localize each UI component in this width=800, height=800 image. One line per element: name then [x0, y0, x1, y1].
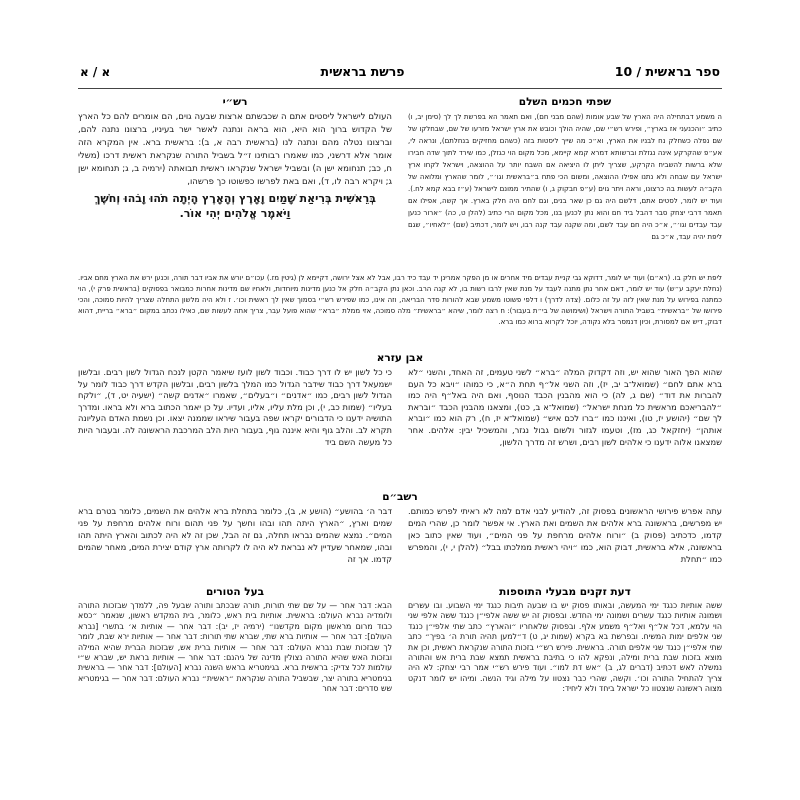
page-header-parsha: פרשת בראשית [320, 64, 405, 79]
rashi-bold-verse: בְּרֵאשִׁית בְּרִיאַת שָׁמַיִם וָאָרֶץ וְהָאָרֶץ הָיְתָה תֹהוּ וָבֹהוּ וְחֹשֶׁךְ וַיֹּאמֶר אֱלֹהִים יְהִי אוֹר. [94, 192, 376, 220]
rashbam-columns [78, 506, 722, 579]
ibn-ezra-columns [78, 367, 722, 486]
daat-zekenim-title: דעת זקנים מבעלי התוספות [499, 586, 631, 598]
baal-haturim-text: הבא: דבר אחר — על שם שתי תורות, תורה שבכתב ותורה שבעל פה, ללמדך שבזכות התורה ולומדיה נברא העולם: בראשית. אותיות בית ראש, כלומר, בית המקדש ראשון, שנאמר ״כסא כבוד מרום מראשון מקום מקדשנו״ (ירמיה יז, יב): דבר אחר — אותיות א׳ בתשרי [נברא העולם]: דבר אחר — אותיות ברא שתי, שברא שתי תורות: דבר אחר — אותיות ירא שבת, לומר לך שבזכות שבת נברא העולם: דבר אחר — אותיות ברית אש, שבזכות הברית שהיא המילה ובזכות האש שהיא התורה נצולין מדינה של גיהנם: דבר אחר — אותיות בראת יש, שברא ש״י עולמות לכל צדיק: בראשית ברא. בגימטריא בראש השנה נברא [העולם]: דבר אחר — בראשית בגימטריא בתורה יצר, שבשביל התורה שנקראת ״ראשית״ נברא העולם: דבר אחר — בגימטריא שש סדרים: דבר אחר [78, 601, 392, 694]
page-header-chapter-verse: א / א [80, 65, 111, 79]
siftei-chachamim-text: ה משמע דבתחילה היה הארץ של שבע אומות (שהם מבני חם), ואם תאמר הא בפרשת לך לך (סימן יב, ו) כתיב ״והכנעני אז בארץ״, ופירש רש״י שם, שהיה הולך וכובש את ארץ ישראל מזרעו של שם, שבחלקו של שם נפלה כשחלק נח לבניו את הארץ, וא״כ מה שייך ליסטות בזה (כשהם מחזיקים בנחלתם), ונראה לי, אע״פ שהקרקע אינה נגזלת וברשותא דמרא קמא קיימא, מכל מקום הוי כגזלן, כמו שירד לתוך שדה חבירו שלא ברשות להשביח הקרקע, שצריך ליתן לו היציאה אם השבח יותר על ההוצאה, וישראל לקחו ארץ ישראל עם שבחה ולא נתנו אפילו ההוצאה, ומשום הכי פתח ב״בראשית וגו׳״, לומר שהארץ ומלואה של הקב״ה לעשות בה כרצונו, וראה ויתר גוים (ע״פ חבקוק ג, ו) שהתיר ממונם לישראל (ע״ז בבא קמא לח.). ועוד יש לומר, לסטים אתם, דלשם היה גם כן שאר בנים, וגם לחם היה חלק בארץ. אך קשה, אפילו אם תאמר דרבי יצחק סבר דהבל ביד חם והוא נתן לכנען בנו, מכל מקום הרי כתיב (להלן ט, כה) ״ארור כנען עבד עבדים וגו׳״, א״כ היה חם עבד לשם, ומה שקנה עבד קנה רבו, ויש לומר, דכתיב (שם) ״לאחיו״, שגם ליפת יהיה עבד, א״כ גם [408, 113, 722, 241]
rashbam-right-text: עתה אפרש פירושי הראשונים בפסוק זה, להודיע לבני אדם למה לא ראיתי לפרש כמותם. יש מפרשים, בראשונה ברא אלהים את השמים ואת הארץ. אי אפשר לומר כן, שהרי המים קדמו, כדכתיב (פסוק ב) ״ורוח אלהים מרחפת על פני המים״, ועוד שאין כתוב כאן בראשונה, אלא בראשית, דבוק הוא, כמו ״ויהי ראשית ממלכתו בבל״ (להלן י, י), והמפרש כמו ״תחלת [408, 506, 722, 564]
rashbam-right-column [408, 506, 722, 579]
ibn-ezra-left-column [78, 367, 392, 486]
ibn-ezra-title: אבן עזרא [376, 352, 424, 364]
ibn-ezra-left-text: כי כל לשון יש לו דרך כבוד. וכבוד לשון לועז שיאמר הקטן לנכח הגדול לשון רבים. ובלשון ישמעאל דרך כבוד שידבר הגדול כמו המלך בלשון רבים, ובלשון הקדש דרך כבוד לומר על הגדול לשון רבים, כמו ״אדנים״ ו״בעלים״, שאמרו ״אדנים קשה״ (ישעיה יט, ד), ״ולקח בעליו״ (שמות כב, י), וכן מלת עליו, אליו, ועדיו. על כן יאמר הכתוב ברא ולא בראו. ומדרך התושיה ידענו כי הדבורים יקראו שפה בעבור שיראו שממנה יצאו. וכן נשמת האדם העליונה תקרא לב. והלב גוף והיא איננה גוף, בעבור היות הלב המרכבת הראשונה לה. ובעבור היות כל מעשה השם ביד [78, 367, 392, 447]
bottom-section-titles [78, 586, 722, 598]
rashi-body-text: העולם לישראל ליסטים אתם ה שכבשתם ארצות שבעה גוים, הם אומרים להם כל הארץ של הקדוש ברוך הוא היא, הוא בראה ונתנה לאשר ישר בעיניו, ברצונו נתנה להם, וברצונו נטלה מהם ונתנה לנו (בראשית רבה א, ב): בראשית ברא. אין המקרא הזה אומר אלא דרשני, כמו שאמרו רבותינו ז״ל בשביל התורה שנקראת ראשית דרכו (משלי ח, כב; תנחומא ישן ה) ובשביל ישראל שנקראו ראשית תבואתה (ירמיה ב, ג; תנחומא ישן ג; ויקרא רבה לו, ד), ואם באת לפרשו כפשוטו כך פרשהו, [78, 112, 392, 187]
top-section-titles [78, 96, 722, 108]
siftei-chachamim-title: שפתי חכמים השלם [518, 96, 612, 108]
baal-haturim-title: בעל הטורים [205, 586, 265, 598]
ibn-ezra-right-column [408, 367, 722, 486]
page-header [78, 64, 722, 89]
rashi-column [78, 111, 392, 269]
rashi-title: רש״י [222, 96, 248, 108]
rashbam-left-column [78, 506, 392, 579]
daat-zekenim-column [408, 601, 722, 753]
daat-zekenim-text: ששה אותיות כנגד ימי המעשה, ובאותו פסוק יש בו שבעה תיבות כנגד ימי השבוע. ובו עשרים ושמונה אותיות כנגד עשרים ושמונה ימי החדש. ובפסוק זה יש ששה אלפי״ן כנגד ששה אלפי שני הוי עלמא, דכל אל״ף ואל״ף משמע אלף. ובפסוק שלאחריו ״והארץ״ כתב שתי אלפי״ן כנגד שני אלפים ימות המשיח. ובפרשת בא בקרא (שמות יג, ט) ד״למען תהיה תורת ה׳ בפיך״ כתב שתי אלפי״ן כנגד שני אלפים תורה. בראשית. פירש רש״י בזכות התורה שנקראת ראשית, וכן את מוצא בזכות שבת ברית ומילה, ונפקא להו כי בתיבת בראשית תמצא שבת ברית אש והתורה נמשלה לאש דכתיב (דברים לג, ב) ״אש דת למו״. ועוד פירש רש״י אמר רבי יצחק: לא היה צריך להתחיל התורה וכו׳. וקשה, שהרי כבר נצטוו על מילה וגיד הנשה. ומיהו יש לומר דנקט מצוה ראשונה שנצטוו כל ישראל ביחד ולא ליחיד: [408, 601, 722, 694]
baal-haturim-column [78, 601, 392, 753]
ibn-ezra-right-text: שהוא הפך האור שהוא יש, וזה דקדוק המלה ״ברא״ לשני טעמים, זה האחד, והשני ״לא ברא אתם לחם״ (שמואל־ב יב, יז), וזה השני אל״ף תחת ה״א, כי כמוהו ״ויבא כל העם להברות את דוד״ (שם ג, לה) כי הוא מהבנין הכבד הנוסף, ואם היה באל״ף היה כמו ״להבריאכם מראשית כל מנחת ישראל״ (שמואל־א ב, כט), ומצאנו מהבנין הכבד ״ובראת לך שם״ (יהושע יז, טו), ואיננו כמו ״ברו לכם איש״ (שמואל־א יז, ח), רק הוא כמו ״וברא אותהן״ (יחזקאל כג, מז), וטעמו לגזור ולשום גבול נגזר, והמשכיל יבין: אלהים. אחר שמצאנו אלוה ידענו כי אלהים לשון רבים, ושרש זה מדרך הלשון, [408, 367, 722, 447]
page-header-book: ספר בראשית / 10 [614, 64, 720, 79]
siftei-chachamim-column [408, 111, 722, 269]
top-columns [78, 111, 722, 269]
rashbam-title: רשב״ם [382, 491, 418, 503]
siftei-chachamim-full-width: ליפת יש חלק בו. (רא״ם) ועוד יש לומר, דדוקא גבי קניית עבדים מיד אחרים או מן הפקר אמרינן יד עבד כיד רבו, אבל לא אצל ירושה, דקיימא לן (גיטין מז.) עכו״ם יורש את אביו דבר תורה, וכנען ירש את הארץ מחם אביו. (נחלת יעקב ע״ש) עוד יש לומר, דאם אחר נתן מתנה לעבד על מנת שאין לרבו רשות בו, לא קנה הרב. וכאן נתן הקב״ה חלק אל כנען מדינות מיוחדות, ולאחיו שם מדינות אחרות כמבואר בפסוקים (בראשית פרק י), הוי כמתנה בפירוש על מנת שאין לזה על זה כלום. (צדה לדרך) ו דלפי פשוטו משמע שבא להורות סדר הבריאה, וזה אינו, כמו שפירש רש״י בסמוך שאין לך ראשית וכו׳. ז ולא היה מלשון התחלה שצריך להיות סמוכה, והכי פירושו של ״בראשית״ בשביל התורה וישראל (ושימושה של בי״ת בעבור): ח רצה לומר, שיהא ״בראשית״ מלה סמוכה, אזי ממלת ״ברא״ שהוא פועל עבר, צריך אתה לעשות שם, כאילו נכתב במקום ״ברא״ בריית, דהוא דבוק, דיש אם למסורת, וכיון דנמסר בלא נקודה, יוכל לקרוא ברוא כמו ברא. [78, 274, 722, 326]
rashbam-left-text: דבר ה׳ בהושע״ (הושע א, ב), כלומר בתחלת ברא אלהים את השמים, כלומר בטרם ברא שמים וארץ, ״הארץ היתה תהו ובהו וחשך על פני תהום ורוח אלהים מרחפת על פני המים״. נמצא שהמים נבראו תחלה, גם זה הבל, שכן זה לא היה לכתוב והארץ היתה תהו ובהו, שמאחר שעדיין לא נבראת לא היה לו לקרותה ארץ קודם יצירת המים, מאחר שהמים קדמו. אך זה [78, 506, 392, 564]
bottom-columns [78, 601, 722, 753]
